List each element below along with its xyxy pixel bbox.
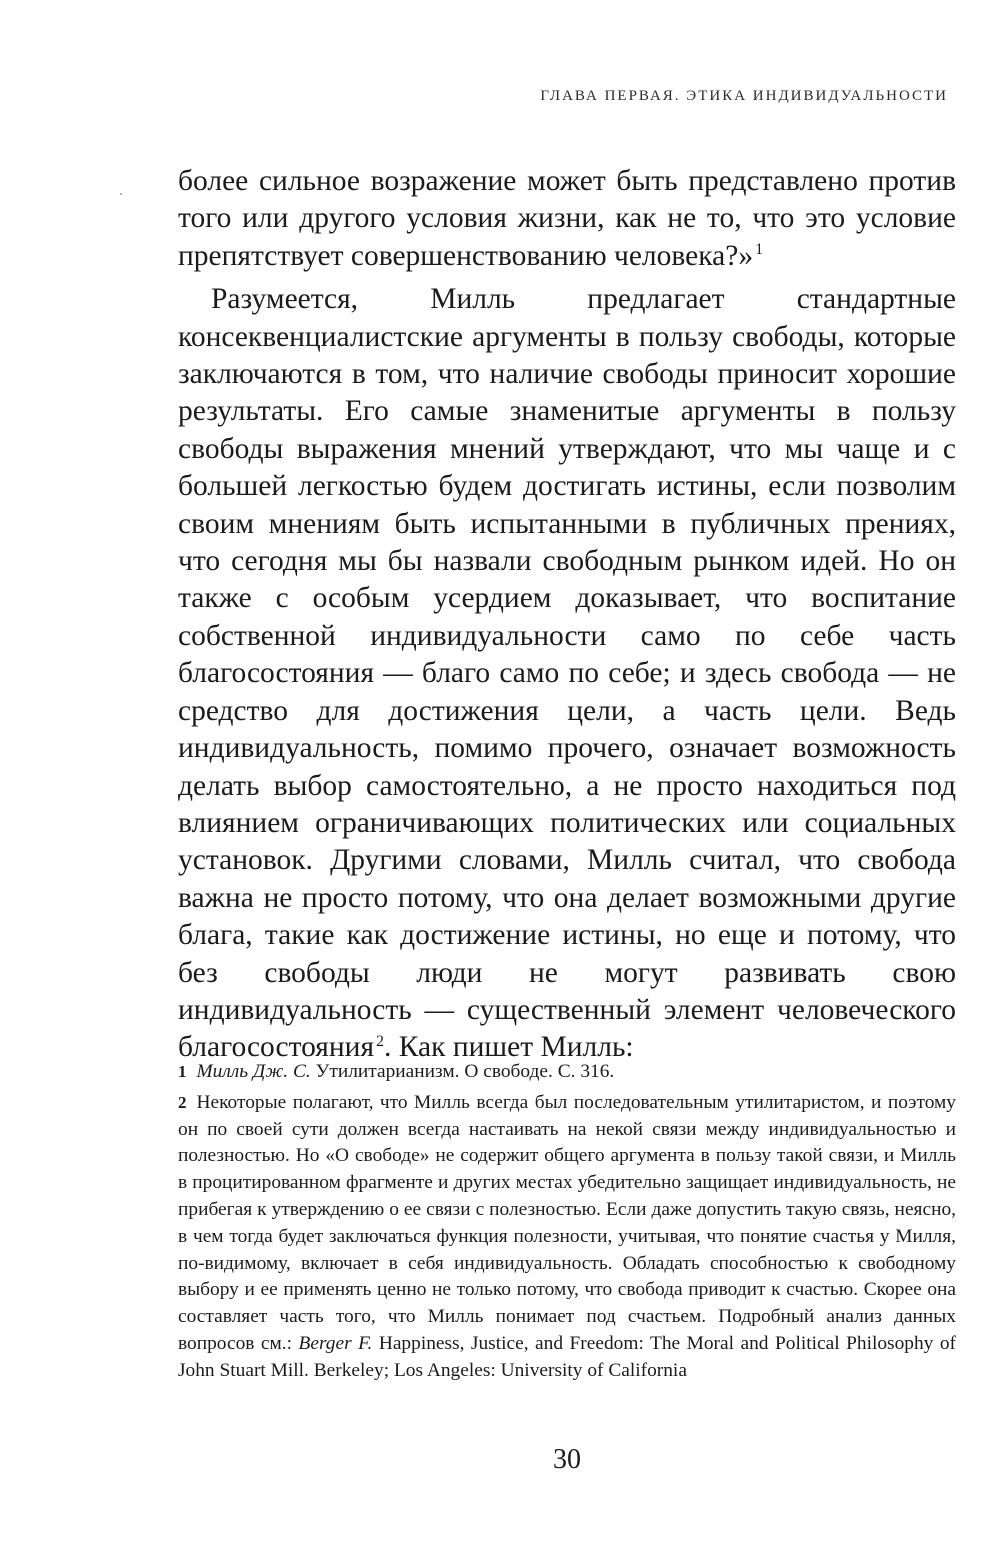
main-text <box>178 163 956 1067</box>
paragraph-2 <box>178 281 956 1067</box>
footnote-number-1: 1 <box>178 1062 187 1081</box>
paragraph-2-tail: . Как пишет Милль: <box>384 1031 634 1064</box>
footnote-ref-2[interactable]: 2 <box>376 1032 385 1050</box>
paragraph-1-text: более сильное возражение может быть представлено против того или другого условия жизни, как не то, что это условие препятствует совершенствованию человека?» <box>178 165 956 272</box>
footnote-1-text: Утилитарианизм. О свободе. С. 316. <box>310 1061 615 1082</box>
running-head: ГЛАВА ПЕРВАЯ. ЭТИКА ИНДИВИДУАЛЬНОСТИ <box>540 88 948 104</box>
footnotes <box>178 1059 956 1389</box>
footnote-2-text: Некоторые полагают, что Милль всегда был последовательным утилитаристом, и поэтому он по своей сути должен всегда настаивать на некой связи между индивидуальностью и полезностью. Но «О свободе» не содержит общего аргумента в пользу такой связи, и Милль в процитированном фрагменте и других местах убедительно защищает индивидуальность, не прибегая к утверждению о ее связи с полезностью. Если даже допустить такую связь, неясно, в чем тогда будет заключаться функция полезности, учитывая, что понятие счастья у Милля, по-видимому, включает в себя индивидуальность. Обладать способностью к свободному выбору и ее применять ценно не только потому, что свобода приводит к счастью. Скорее она составляет часть того, что Милль понимает под счастьем. Подробный анализ данных вопросов см.: <box>178 1091 956 1354</box>
book-page <box>178 0 956 1545</box>
footnote-2 <box>178 1090 956 1385</box>
footnote-1-author: Милль Дж. С. <box>196 1061 311 1082</box>
scan-mark <box>120 193 122 195</box>
footnote-2-citation: Happiness, Justice, and Freedom: The Moral and Political Philosophy of John Stuart Mill. Berkeley; Los Angeles: University of California <box>178 1332 957 1381</box>
footnote-number-2: 2 <box>178 1092 187 1112</box>
footnote-2-author: Berger F. <box>298 1332 373 1354</box>
paragraph-2-text: Разумеется, Милль предлагает стандартные консеквенциалистские аргументы в пользу свободы, которые заключаются в том, что наличие свободы приносит хорошие результаты. Его самые знаменитые аргументы в пользу свободы выражения мнений утверждают, что мы чаще и с большей легкостью будем достигать истины, если позволим своим мнениям быть испытанными в публичных прениях, что сегодня мы бы назвали свободным рынком идей. Но он также с особым усердием доказывает, что воспитание собственной индивидуальности само по себе часть благосостояния — благо само по себе; и здесь свобода — не средство для достижения цели, а часть цели. Ведь индивидуальность, помимо прочего, означает возможность делать выбор самостоятельно, а не просто находиться под влиянием ограничивающих политических или социальных установок. Другими словами, Милль считал, что свобода важна не просто потому, что она делает возможными другие блага, такие как достижение истины, но еще и потому, что без свободы люди не могут развивать свою индивидуальность — существенный элемент человеческого благосостояния <box>178 283 956 1064</box>
footnote-ref-1[interactable]: 1 <box>755 240 764 258</box>
footnote-1 <box>178 1059 956 1086</box>
page-number: 30 <box>553 1444 581 1475</box>
paragraph-1 <box>178 163 956 275</box>
